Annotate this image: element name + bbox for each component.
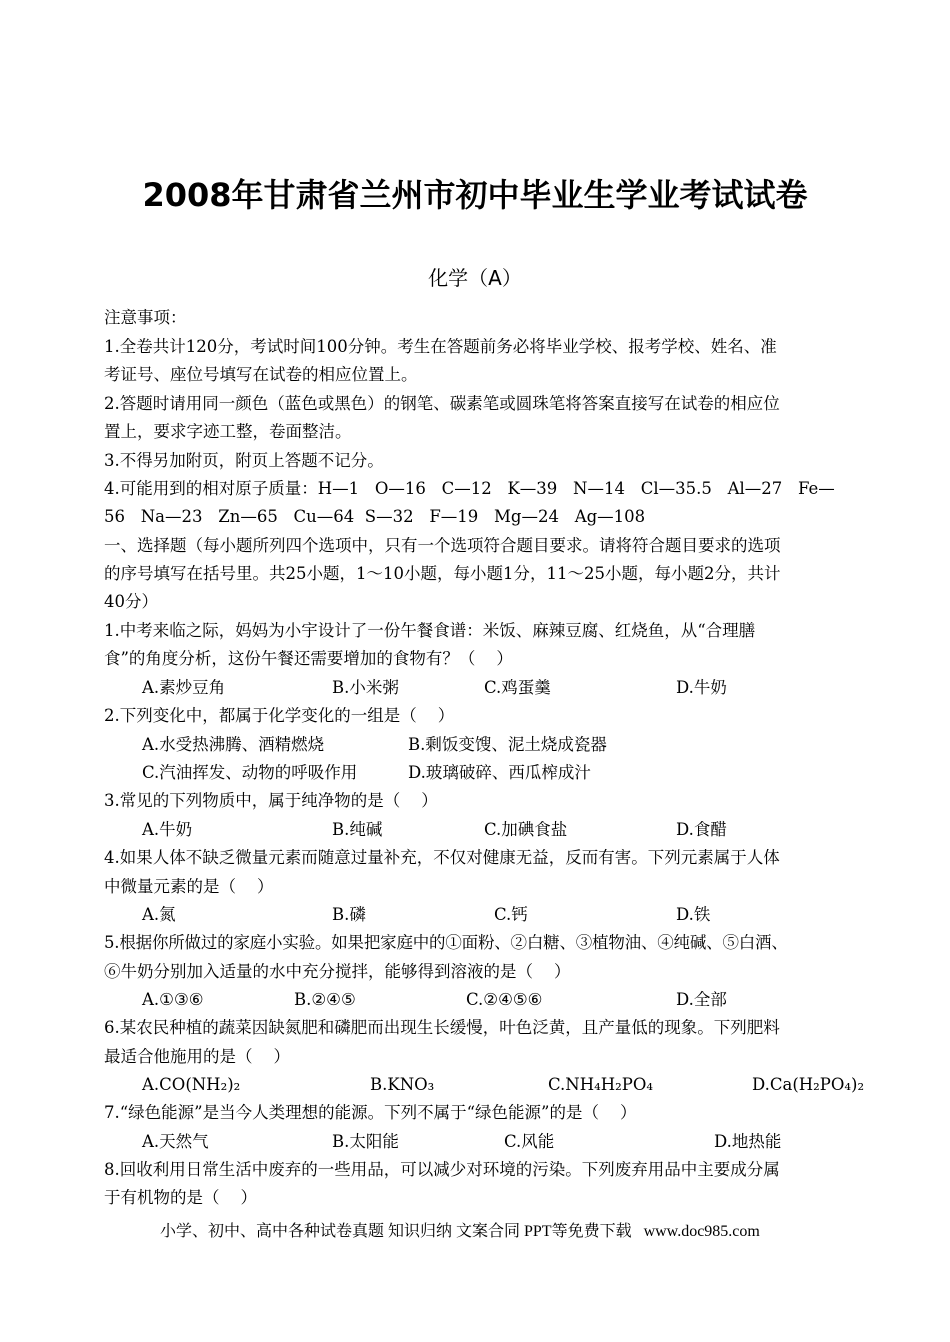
q4-option-b: B.磷 [332,905,366,924]
note-1-line-1: 1.全卷共计120分，考试时间100分钟。考生在答题前务必将毕业学校、报考学校、姓名、准 [104,337,777,356]
q7-option-c: C.风能 [504,1132,555,1151]
q4-option-a: A.氮 [142,905,176,924]
section-1-line-3: 40分） [104,592,158,611]
q2-option-d: D.玻璃破碎、西瓜榨成汁 [408,763,591,782]
q1-option-b: B.小米粥 [332,678,399,697]
q5-option-a: A.①③⑥ [142,990,204,1009]
q2-option-c: C.汽油挥发、动物的呼吸作用 [142,763,358,782]
q3-option-c: C.加碘食盐 [484,820,568,839]
question-1-line-1: 1.中考来临之际，妈妈为小宇设计了一份午餐食谱：米饭、麻辣豆腐、红烧鱼，从“合理膳 [104,621,756,640]
page-footer: 小学、初中、高中各种试卷真题 知识归纳 文案合同 PPT等免费下载 www.doc985.com [160,1223,760,1240]
q3-option-a: A.牛奶 [142,820,193,839]
question-4-line-1: 4.如果人体不缺乏微量元素而随意过量补充，不仅对健康无益，反而有害。下列元素属于人体 [104,848,780,867]
q6-option-d: D.Ca(H₂PO₄)₂ [752,1075,865,1094]
question-5-line-1: 5.根据你所做过的家庭小实验。如果把家庭中的①面粉、②白糖、③植物油、④纯碱、⑤白酒、 [104,933,788,952]
question-1-line-2: 食”的角度分析，这份午餐还需要增加的食物有？（ ） [104,649,513,668]
q1-option-a: A.素炒豆角 [142,678,226,697]
question-3: 3.常见的下列物质中，属于纯净物的是（ ） [104,791,438,810]
page-title: 2008年甘肃省兰州市初中毕业生学业考试试卷 [142,176,808,214]
q2-option-b: B.剩饭变馊、泥土烧成瓷器 [408,735,607,754]
subject-subtitle: 化学（A） [428,266,522,290]
question-6-line-1: 6.某农民种植的蔬菜因缺氮肥和磷肥而出现生长缓慢，叶色泛黄，且产量低的现象。下列肥料 [104,1018,780,1037]
note-2-line-1: 2.答题时请用同一颜色（蓝色或黑色）的钢笔、碳素笔或圆珠笔将答案直接写在试卷的相应位 [104,394,780,413]
section-1-line-2: 的序号填写在括号里。共25小题，1～10小题，每小题1分，11～25小题，每小题2分，共计 [104,564,781,583]
note-4-line-1: 4.可能用到的相对原子质量：H—1 O—16 C—12 K—39 N—14 Cl—35.5 Al—27 Fe— [104,479,835,498]
q1-option-c: C.鸡蛋羹 [484,678,551,697]
question-4-line-2: 中微量元素的是（ ） [104,877,274,896]
note-1-line-2: 考证号、座位号填写在试卷的相应位置上。 [104,365,418,384]
note-2-line-2: 置上，要求字迹工整，卷面整洁。 [104,422,352,441]
q6-option-c: C.NH₄H₂PO₄ [548,1075,653,1094]
q7-option-b: B.太阳能 [332,1132,399,1151]
q4-option-d: D.铁 [676,905,711,924]
question-7: 7.“绿色能源”是当今人类理想的能源。下列不属于“绿色能源”的是（ ） [104,1103,637,1122]
notes-heading: 注意事项： [104,308,187,327]
q6-option-b: B.KNO₃ [370,1075,435,1094]
note-4-line-2: 56 Na—23 Zn—65 Cu—64 S—32 F—19 Mg—24 Ag—108 [104,507,646,526]
q5-option-d: D.全部 [676,990,727,1009]
q3-option-d: D.食醋 [676,820,727,839]
question-8-line-2: 于有机物的是（ ） [104,1188,257,1207]
question-8-line-1: 8.回收利用日常生活中废弃的一些用品，可以减少对环境的污染。下列废弃用品中主要成分属 [104,1160,780,1179]
q6-option-a: A.CO(NH₂)₂ [142,1075,241,1094]
question-5-line-2: ⑥牛奶分别加入适量的水中充分搅拌，能够得到溶液的是（ ） [104,962,571,981]
note-3: 3.不得另加附页，附页上答题不记分。 [104,451,384,470]
q7-option-d: D.地热能 [714,1132,782,1151]
q5-option-c: C.②④⑤⑥ [466,990,543,1009]
q2-option-a: A.水受热沸腾、酒精燃烧 [142,735,325,754]
section-1-line-1: 一、选择题（每小题所列四个选项中，只有一个选项符合题目要求。请将符合题目要求的选项 [104,536,781,555]
q4-option-c: C.钙 [494,905,528,924]
q5-option-b: B.②④⑤ [294,990,356,1009]
question-2: 2.下列变化中，都属于化学变化的一组是（ ） [104,706,455,725]
q3-option-b: B.纯碱 [332,820,383,839]
q7-option-a: A.天然气 [142,1132,209,1151]
q1-option-d: D.牛奶 [676,678,727,697]
question-6-line-2: 最适合他施用的是（ ） [104,1047,290,1066]
